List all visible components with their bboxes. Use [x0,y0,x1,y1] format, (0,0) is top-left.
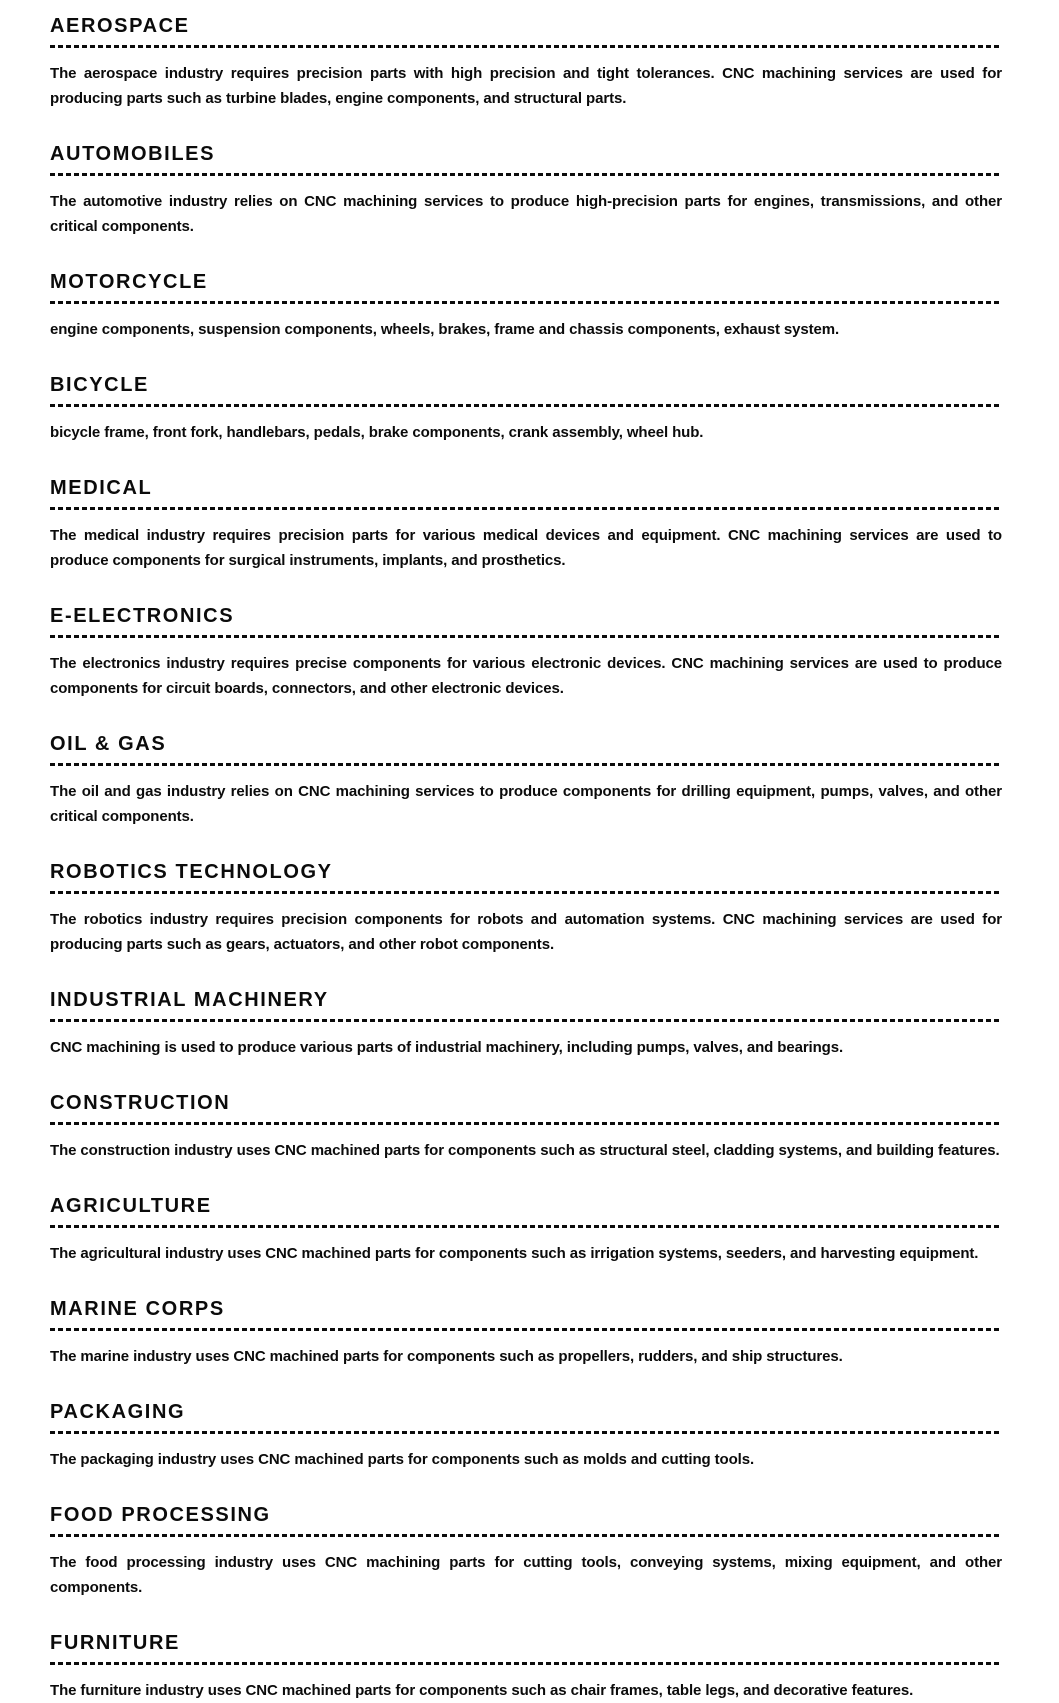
section-heading: BICYCLE [50,374,149,396]
section-heading: INDUSTRIAL MACHINERY [50,989,329,1011]
section-body-text: The robotics industry requires precision components for robots and automation systems. CNC machining services are used for producing parts such as gears, actuators, and other robot components. [50,911,1002,953]
section-heading: FURNITURE [50,1632,180,1654]
section-body-text: The packaging industry uses CNC machined parts for components such as molds and cutting tools. [50,1451,755,1468]
section-body-text: The marine industry uses CNC machined parts for components such as propellers, rudders, and ship structures. [50,1348,843,1365]
dashed-divider [50,301,1002,304]
dashed-divider [50,1225,1002,1228]
dashed-divider [50,763,1002,766]
dashed-divider [50,507,1002,510]
dashed-divider [50,45,1002,48]
section-body-text: The medical industry requires precision parts for various medical devices and equipment. CNC machining services are used to produce components for surgical instruments, implants, and prosthetics. [50,527,1002,569]
section-food-processing [50,1503,1002,1600]
section-construction [50,1091,1002,1163]
section-body-text: The food processing industry uses CNC machining parts for cutting tools, conveying systems, mixing equipment, and other components. [50,1554,1002,1596]
section-heading: ROBOTICS TECHNOLOGY [50,861,333,883]
dashed-divider [50,173,1002,176]
section-body-text: The aerospace industry requires precision parts with high precision and tight tolerances. CNC machining services are used for producing parts such as turbine blades, engine components, and structural parts. [50,65,1002,107]
section-industrial-machinery [50,988,1002,1060]
section-heading: PACKAGING [50,1401,186,1423]
section-body-text: The oil and gas industry relies on CNC machining services to produce components for drilling equipment, pumps, valves, and other critical components. [50,783,1002,825]
section-marine-corps [50,1297,1002,1369]
section-body-text: CNC machining is used to produce various parts of industrial machinery, including pumps, valves, and bearings. [50,1039,844,1056]
section-bicycle [50,373,1002,445]
section-heading: FOOD PROCESSING [50,1504,271,1526]
section-heading: OIL & GAS [50,733,167,755]
dashed-divider [50,1534,1002,1537]
section-heading: MARINE CORPS [50,1298,225,1320]
section-agriculture [50,1194,1002,1266]
section-body-text: The automotive industry relies on CNC machining services to produce high-precision parts for engines, transmissions, and other critical components. [50,193,1002,235]
dashed-divider [50,1431,1002,1434]
dashed-divider [50,1122,1002,1125]
dashed-divider [50,1662,1002,1665]
section-heading: MOTORCYCLE [50,271,208,293]
section-heading: AGRICULTURE [50,1195,212,1217]
dashed-divider [50,404,1002,407]
section-heading: AEROSPACE [50,15,190,37]
section-medical [50,476,1002,573]
section-body-text: bicycle frame, front fork, handlebars, pedals, brake components, crank assembly, wheel hub. [50,424,704,441]
section-automobiles [50,142,1002,239]
section-body-text: engine components, suspension components, wheels, brakes, frame and chassis components, exhaust system. [50,321,840,338]
section-packaging [50,1400,1002,1472]
section-body-text: The agricultural industry uses CNC machined parts for components such as irrigation systems, seeders, and harvesting equipment. [50,1245,979,1262]
section-oil-gas [50,732,1002,829]
section-motorcycle [50,270,1002,342]
section-robotics-technology [50,860,1002,957]
dashed-divider [50,1328,1002,1331]
section-heading: E-ELECTRONICS [50,605,235,627]
section-body-text: The construction industry uses CNC machined parts for components such as structural steel, cladding systems, and building features. [50,1142,1000,1159]
dashed-divider [50,891,1002,894]
section-body-text: The electronics industry requires precise components for various electronic devices. CNC machining services are used to produce components for circuit boards, connectors, and other electronic devices. [50,655,1002,697]
section-electronics [50,604,1002,701]
section-heading: CONSTRUCTION [50,1092,231,1114]
section-heading: AUTOMOBILES [50,143,216,165]
section-furniture [50,1631,1002,1703]
dashed-divider [50,635,1002,638]
dashed-divider [50,1019,1002,1022]
section-body-text: The furniture industry uses CNC machined parts for components such as chair frames, table legs, and decorative features. [50,1682,914,1699]
section-heading: MEDICAL [50,477,153,499]
section-aerospace [50,14,1002,111]
